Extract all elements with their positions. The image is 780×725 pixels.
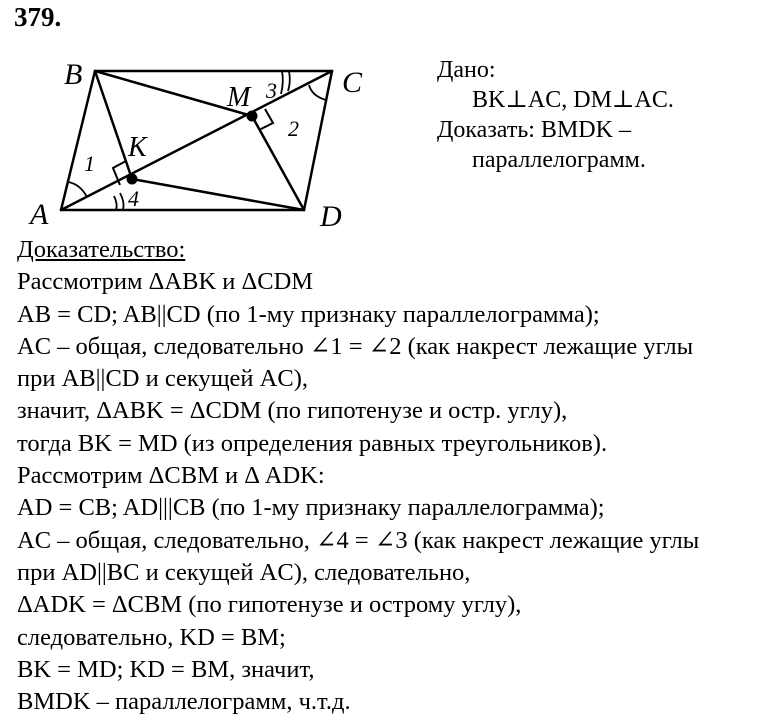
prove-continuation: параллелограмм. <box>472 147 646 173</box>
vertex-label-b: B <box>64 58 83 91</box>
right-angle-mark-m <box>259 109 273 130</box>
angle-arc-4b <box>120 193 124 210</box>
vertex-label-a: A <box>30 198 49 231</box>
given-block <box>437 55 674 175</box>
angle-arc-1 <box>68 182 87 197</box>
angle-arc-2 <box>309 85 326 100</box>
proof-line: тогда BK = MD (из определения равных треугольников). <box>17 429 608 457</box>
angle-arc-4a <box>114 196 117 210</box>
geometry-figure <box>28 52 388 232</box>
prove-label: Доказать: BMDK – <box>437 117 631 143</box>
proof-line: значит, ΔABK = ΔCDM (по гипотенузе и остр. углу), <box>17 397 568 425</box>
vertex-label-c: C <box>342 66 363 99</box>
proof-line: AD = CB; AD|||CB (по 1-му признаку параллелограмма); <box>17 494 605 522</box>
segment-bk <box>95 71 132 179</box>
side-cd <box>304 71 332 210</box>
vertex-label-k: K <box>128 132 147 163</box>
angle-label-1: 1 <box>84 151 95 176</box>
angle-label-3: 3 <box>266 78 277 103</box>
proof-line: следовательно, KD = BM; <box>17 623 286 651</box>
proof-line: при AB||CD и секущей AC), <box>17 365 308 393</box>
given-condition: BK⊥AC, DM⊥AC. <box>472 87 674 113</box>
problem-number: 379. <box>14 2 62 32</box>
angle-label-4: 4 <box>128 186 139 211</box>
proof-line: Рассмотрим ΔABK и ΔCDM <box>17 268 314 296</box>
given-title: Дано: <box>437 57 496 83</box>
proof-line: BMDK – параллелограмм, ч.т.д. <box>17 688 351 716</box>
vertex-label-d: D <box>320 200 342 232</box>
vertex-label-m: M <box>227 82 251 113</box>
proof-block <box>17 234 699 718</box>
angle-arc-3b <box>288 71 290 91</box>
angle-arc-3a <box>281 71 283 94</box>
proof-line: Рассмотрим ΔCBM и Δ ADK: <box>17 462 325 490</box>
proof-line: AC – общая, следовательно ∠1 = ∠2 (как накрест лежащие углы <box>17 332 694 360</box>
proof-line: AB = CD; AB||CD (по 1-му признаку параллелограмма); <box>17 300 600 328</box>
side-ab <box>61 71 95 210</box>
proof-line: BK = MD; KD = BM, значит, <box>17 655 315 683</box>
angle-label-2: 2 <box>288 116 299 141</box>
proof-line: AC – общая, следовательно, ∠4 = ∠3 (как накрест лежащие углы <box>17 526 700 554</box>
segment-kd <box>132 179 304 210</box>
point-k-dot <box>127 174 138 185</box>
proof-heading: Доказательство: <box>17 236 186 263</box>
proof-line: ΔADK = ΔCBM (по гипотенузе и острому углу), <box>17 591 522 619</box>
proof-line: при AD||BC и секущей AC), следовательно, <box>17 558 471 586</box>
